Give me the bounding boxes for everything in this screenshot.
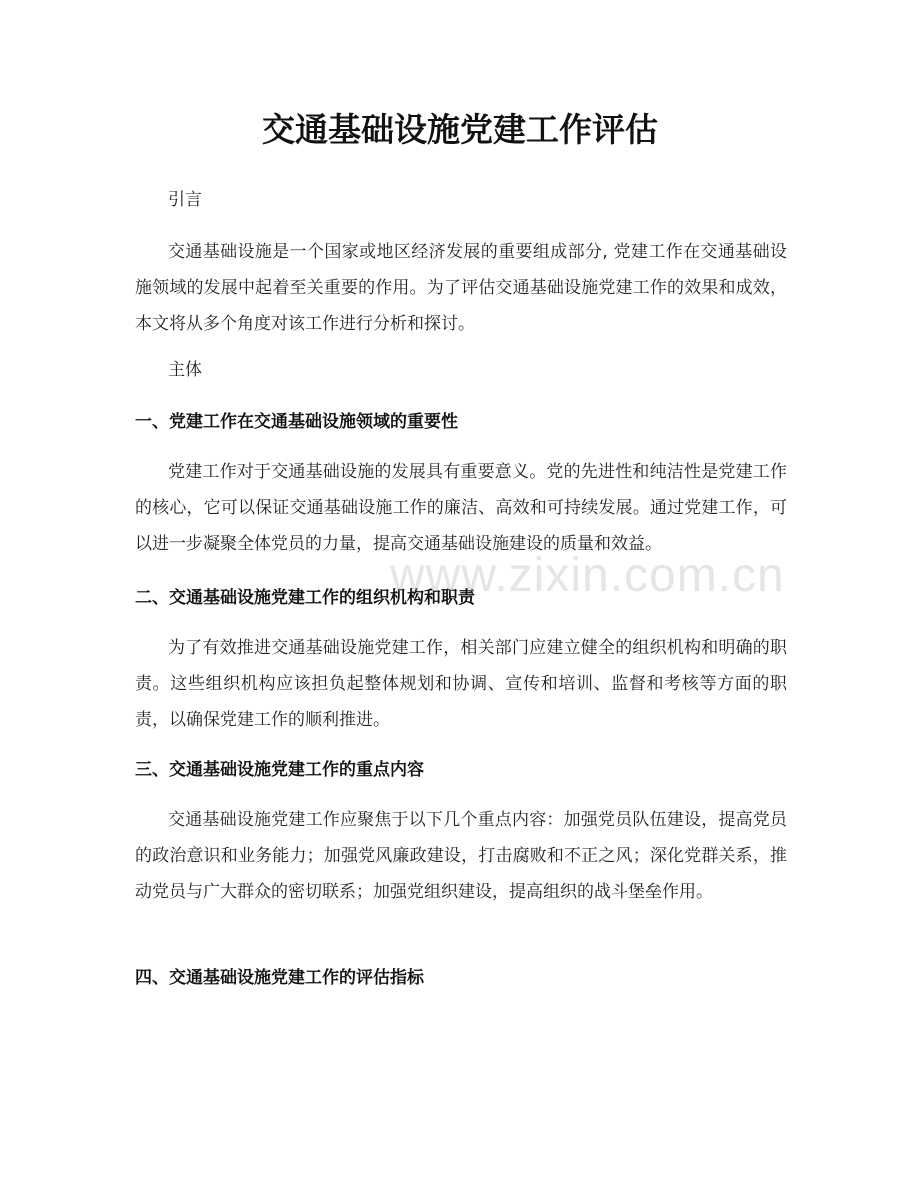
intro-paragraph: 交通基础设施是一个国家或地区经济发展的重要组成部分, 党建工作在交通基础设施领域的发展中起着至关重要的作用。为了评估交通基础设施党建工作的效果和成效，本文将从多个角度对该工作进行分析和探讨。 xyxy=(135,242,787,334)
watermark-text: www.zixin.com.cn xyxy=(390,549,785,602)
section-1-paragraph: 党建工作对于交通基础设施的发展具有重要意义。党的先进性和纯洁性是党建工作的核心，它可以保证交通基础设施工作的廉洁、高效和可持续发展。通过党建工作，可以进一步凝聚全体党员的力量，提高交通基础设施建设的质量和效益。 xyxy=(135,462,787,554)
section-2-heading: 二、交通基础设施党建工作的组织机构和职责 xyxy=(135,588,475,608)
section-4-heading: 四、交通基础设施党建工作的评估指标 xyxy=(135,968,424,988)
body-label: 主体 xyxy=(168,360,202,380)
section-3-heading: 三、交通基础设施党建工作的重点内容 xyxy=(135,760,424,780)
intro-label: 引言 xyxy=(168,190,202,210)
section-2-paragraph: 为了有效推进交通基础设施党建工作，相关部门应建立健全的组织机构和明确的职责。这些组织机构应该担负起整体规划和协调、宣传和培训、监督和考核等方面的职责，以确保党建工作的顺利推进。 xyxy=(135,638,787,730)
section-1-heading: 一、党建工作在交通基础设施领域的重要性 xyxy=(135,412,458,432)
section-3-paragraph: 交通基础设施党建工作应聚焦于以下几个重点内容：加强党员队伍建设，提高党员的政治意识和业务能力；加强党风廉政建设，打击腐败和不正之风；深化党群关系，推动党员与广大群众的密切联系；加强党组织建设，提高组织的战斗堡垒作用。 xyxy=(135,810,787,902)
document-title: 交通基础设施党建工作评估 xyxy=(262,110,658,149)
